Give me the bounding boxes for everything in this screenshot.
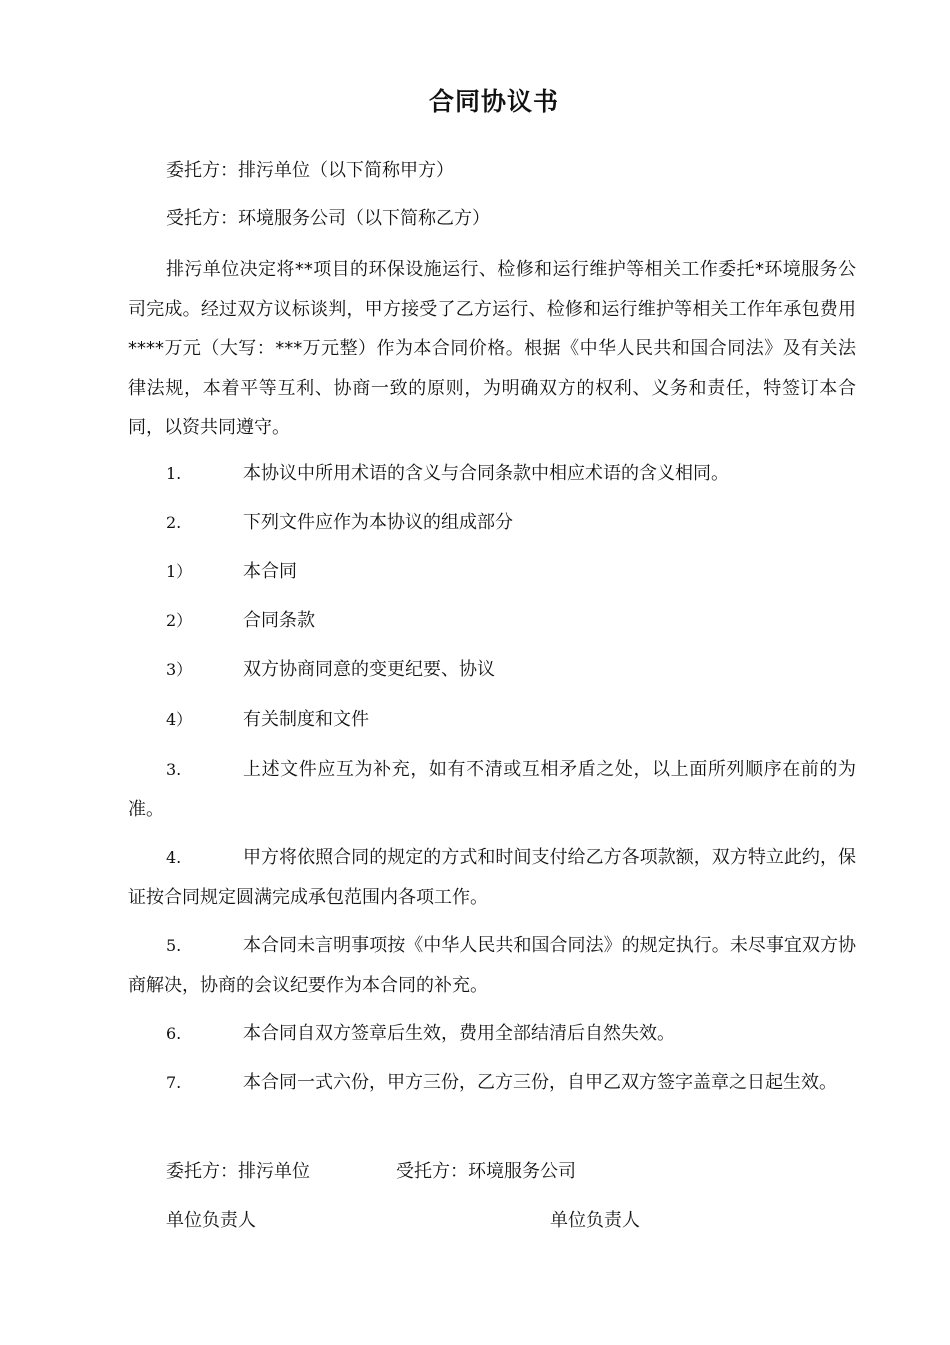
clause-number: 5. — [166, 936, 182, 955]
clause-text: 下列文件应作为本协议的组成部分 — [243, 512, 513, 533]
signature-contractor-rep: 单位负责人 — [550, 1210, 640, 1231]
clause-text: 本合同一式六份，甲方三份，乙方三份，自甲乙双方签字盖章之日起生效。 — [243, 1072, 837, 1093]
signature-contractor-label: 受托方：环境服务公司 — [396, 1161, 576, 1182]
intro-paragraph: 排污单位决定将**项目的环保设施运行、检修和运行维护等相关工作委托*环境服务公司完成。经过双方议标谈判，甲方接受了乙方运行、检修和运行维护等相关工作年承包费用****万元（大写：***万元整）作为本合同价格。根据《中华人民共和国合同法》及有关法律法规，本着平等互利、协商一致的原则，为明确双方的权利、义务和责任，特签订本合同，以资共同遵守。 — [128, 259, 856, 438]
clause-number: 2） — [166, 611, 193, 630]
clause-text: 合同条款 — [243, 610, 315, 631]
clause-number: 3） — [166, 660, 193, 679]
clause-number: 1. — [166, 464, 182, 483]
clause-number: 2. — [166, 513, 182, 532]
clause-text: 上述文件应互为补充，如有不清或互相矛盾之处，以上面所列顺序在前的为准。 — [128, 759, 856, 820]
contractor-line: 受托方：环境服务公司（以下简称乙方） — [166, 208, 490, 229]
signature-client-label: 委托方：排污单位 — [166, 1161, 310, 1182]
clause-number: 4） — [166, 710, 193, 729]
clause-number: 4. — [166, 848, 182, 867]
clause-text: 双方协商同意的变更纪要、协议 — [243, 659, 495, 680]
clause-text: 本合同 — [243, 561, 297, 582]
signature-client-rep: 单位负责人 — [166, 1210, 256, 1231]
clause-text: 甲方将依照合同的规定的方式和时间支付给乙方各项款额，双方特立此约，保证按合同规定圆满完成承包范围内各项工作。 — [128, 847, 856, 908]
clause-text: 本合同未言明事项按《中华人民共和国合同法》的规定执行。未尽事宜双方协商解决，协商的会议纪要作为本合同的补充。 — [128, 935, 856, 996]
clause-text: 本协议中所用术语的含义与合同条款中相应术语的含义相同。 — [243, 463, 729, 484]
client-line: 委托方：排污单位（以下简称甲方） — [166, 160, 454, 181]
clause-text: 有关制度和文件 — [243, 709, 369, 730]
clause-text: 本合同自双方签章后生效，费用全部结清后自然失效。 — [243, 1023, 675, 1044]
clause-number: 3. — [166, 760, 182, 779]
clause-number: 7. — [166, 1073, 182, 1092]
clause-number: 1） — [166, 562, 193, 581]
document-title: 合同协议书 — [428, 87, 559, 116]
clause-number: 6. — [166, 1024, 182, 1043]
